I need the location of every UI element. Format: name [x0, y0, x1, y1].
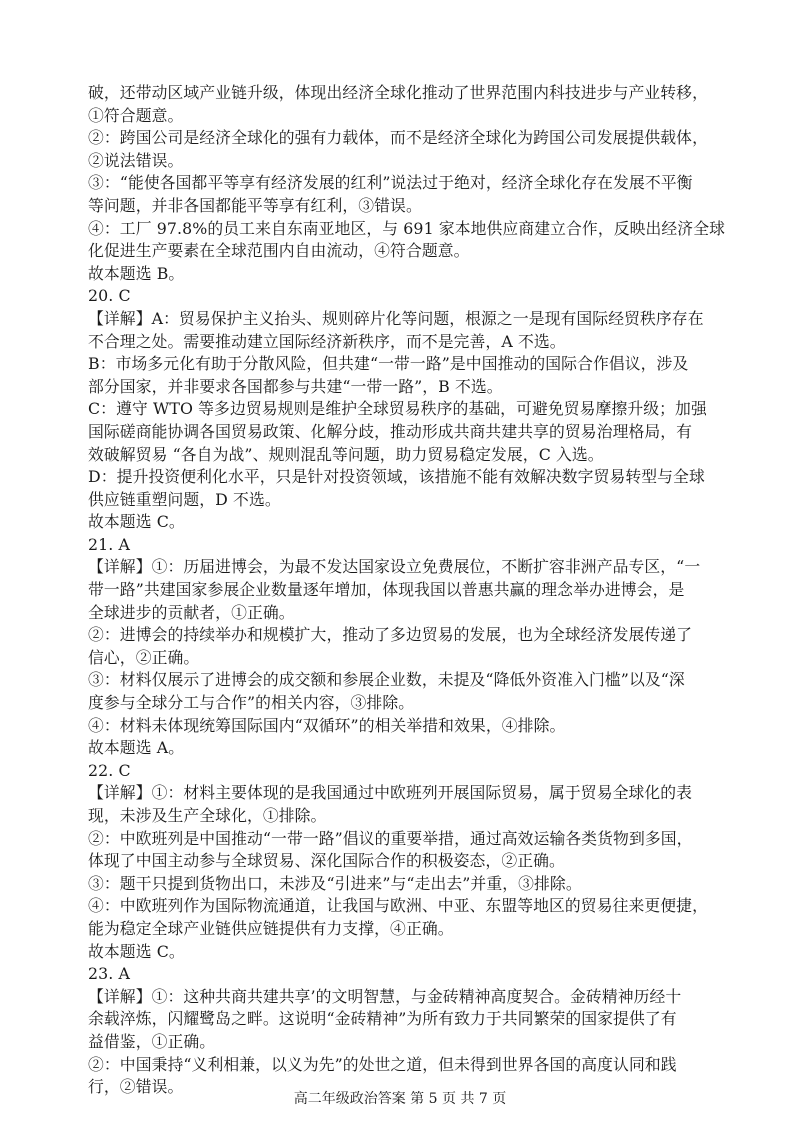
text-line: 效破解贸易 “各自为战”、规则混乱等问题，助力贸易稳定发展，C 入选。	[88, 444, 604, 464]
text-line: ②：中国秉持“义利相兼，以义为先”的处世之道，但未得到世界各国的高度认同和践	[88, 1054, 677, 1074]
text-line: ②说法错误。	[88, 150, 184, 170]
text-line: 等问题，并非各国都能平等享有红利，③错误。	[88, 195, 422, 215]
text-line: 益借鉴，①正确。	[88, 1031, 216, 1051]
text-line: 【详解】①：历届进博会，为最不发达国家设立免费展位，不断扩容非洲产品专区，“一	[88, 557, 701, 577]
text-line: 【详解】A：贸易保护主义抬头、规则碎片化等问题，根源之一是现有国际经贸秩序存在	[88, 308, 704, 328]
text-line: 带一路”共建国家参展企业数量逐年增加，体现我国以普惠共赢的理念举办进博会，是	[88, 580, 685, 600]
text-line: 【详解】①：材料主要体现的是我国通过中欧班列开展国际贸易，属于贸易全球化的表	[88, 783, 693, 803]
text-line: ①符合题意。	[88, 105, 184, 125]
text-line: 行，②错误。	[88, 1077, 184, 1097]
page-footer: 高二年级政治答案 第 5 页 共 7 页	[293, 1091, 507, 1107]
text-line: D：提升投资便利化水平，只是针对投资领域，该措施不能有效解决数字贸易转型与全球	[88, 467, 705, 487]
text-line: 【详解】①：这种共商共建共享’的文明智慧，与金砖精神高度契合。金砖精神历经十	[88, 986, 682, 1006]
text-line: 国际磋商能协调各国贸易政策、化解分歧，推动形成共商共建共享的贸易治理格局，有	[88, 421, 693, 441]
text-line: 破，还带动区域产业链升级，体现出经济全球化推动了世界范围内科技进步与产业转移，	[88, 83, 708, 102]
text-line: 能为稳定全球产业链供应链提供有力支撑，④正确。	[88, 918, 454, 938]
text-line: 余载淬炼，闪耀鹭岛之畔。这说明“金砖精神”为所有致力于共同繁荣的国家提供了有	[88, 1009, 677, 1029]
text-line: ②：中欧班列是中国推动“一带一路”倡议的重要举措，通过高效运输各类货物到多国，	[88, 828, 693, 848]
text-line: 故本题选 A。	[88, 738, 185, 758]
text-line: ③：“能使各国都平等享有经济发展的红利”说法过于绝对，经济全球化存在发展不平衡	[88, 173, 693, 193]
text-line: 22. C	[88, 760, 131, 780]
text-line: 故本题选 C。	[88, 512, 185, 532]
text-line: 部分国家，并非要求各国都参与共建“一带一路”，B 不选。	[88, 376, 503, 396]
text-line: 故本题选 B。	[88, 263, 185, 283]
text-line: 度参与全球分工与合作”的相关内容，③排除。	[88, 693, 415, 713]
text-line: ③：题干只提到货物出口，未涉及“引进来”与“走出去”并重，③排除。	[88, 873, 582, 893]
text-line: 23. A	[88, 964, 131, 984]
text-line: 21. A	[88, 534, 131, 554]
text-line: ②：进博会的持续举办和规模扩大，推动了多边贸易的发展，也为全球经济发展传递了	[88, 625, 693, 645]
answer-text-body	[88, 82, 725, 1099]
text-line: ④：中欧班列作为国际物流通道，让我国与欧洲、中亚、东盟等地区的贸易往来更便捷，	[88, 896, 708, 916]
text-line: 故本题选 C。	[88, 941, 185, 961]
text-line: 供应链重塑问题，D 不选。	[88, 489, 281, 509]
text-line: 20. C	[88, 286, 131, 306]
text-line: 体现了中国主动参与全球贸易、深化国际合作的积极姿态，②正确。	[88, 851, 565, 871]
text-line: 化促进生产要素在全球范围内自由流动，④符合题意。	[88, 241, 470, 261]
text-line: B：市场多元化有助于分散风险，但共建“一带一路”是中国推动的国际合作倡议，涉及	[88, 354, 689, 374]
text-line: 信心，②正确。	[88, 647, 200, 667]
text-line: C：遵守 WTO 等多边贸易规则是维护全球贸易秩序的基础，可避免贸易摩擦升级；加强	[88, 399, 707, 419]
text-line: 全球进步的贡献者，①正确。	[88, 602, 295, 622]
text-line: 不合理之处。需要推动建立国际经济新秩序，而不是完善，A 不选。	[88, 331, 566, 351]
text-line: ③：材料仅展示了进博会的成交额和参展企业数，未提及“降低外资准入门槛”以及“深	[88, 670, 685, 690]
text-line: 现，未涉及生产全球化，①排除。	[88, 806, 327, 825]
text-line: ②：跨国公司是经济全球化的强有力载体，而不是经济全球化为跨国公司发展提供载体，	[88, 128, 708, 148]
text-line: ④：材料未体现统筹国际国内“双循环”的相关举措和效果，④排除。	[88, 715, 566, 735]
text-line: ④：工厂 97.8%的员工来自东南亚地区，与 691 家本地供应商建立合作，反映出经济全球	[88, 218, 725, 238]
